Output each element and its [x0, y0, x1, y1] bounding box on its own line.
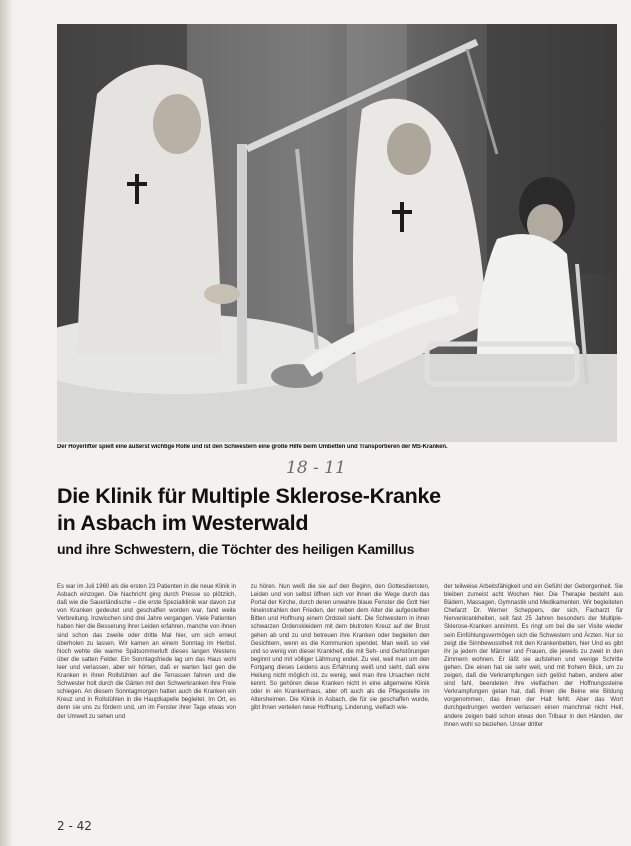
- article-title-line-1: Die Klinik für Multiple Sklerose-Kranke: [57, 484, 441, 508]
- text-column-1: [57, 583, 236, 843]
- photo-caption: Der Hoyerlifter spielt eine äußerst wichtige Rolle und ist den Schwestern eine große Hilfe beim Umbetten und Transportieren der MS-Kranken.: [57, 444, 448, 450]
- photo-illustration: [57, 24, 617, 442]
- article-subtitle: und ihre Schwestern, die Töchter des heiligen Kamillus: [57, 541, 415, 557]
- article-title: [57, 483, 617, 537]
- handwritten-note: 18 - 11: [286, 458, 346, 478]
- paragraph: Es war im Juli 1960 als die ersten 23 Patienten in die neue Klinik in Asbach einzogen. Die Nachricht ging durch Presse so plötzlich, daß wie die Sauerländische – die erste Spezialklinik war davon zur von Kranken gedeutet und geschaffen worden war, fand weite Verbreitung. Inzwischen sind drei Jahre vergangen. Viele Patienten haben hier die Besserung ihrer Leiden erfahren, manche von ihnen sind schon das zweite oder dritte Mal hier, um sich erneut überholen zu lassen. Wir kamen an einem Sonntag im Herbst. Noch wehte die warme Spätsommerluft dieses langen Westens über die satten Felder. Ein Sonntagsfriede lag um das Haus wohl leer und verlassen, aber wir hörten, daß er warten fast gen die Kranken in ihren Rollstühlen auf die Terrassen fahren und die Schwester holt durch die Gärten mit den Schwerkranken ihre Freie schiegen. An diesem Sonntagmorgen hatten auch die Kranken ein Kreuz und in Rollstühlen in die Hauptkapelle begleitet. Im Ort, es denn sie uns zu fördern und, um im Fenster ihrer Tage etwas von der Umwelt zu sehen und: [57, 584, 236, 720]
- photo-nuns-patient-lift: [57, 24, 617, 442]
- text-column-2: [251, 583, 430, 843]
- text-column-3: [444, 583, 623, 843]
- article-title-line-2: in Asbach im Westerwald: [57, 511, 309, 535]
- page-number: 2 - 42: [57, 819, 92, 833]
- paragraph: der teilweise Arbeitsfähigkeit und ein Gefühl der Geborgenheit. Sie bleiben zumeist acht Wochen hier. Die Therapie besteht aus Bädern, Massagen, Gymnastik und Medikamenten. Wir begleiteten Chefarzt Dr. Werner Scheppers, der sich, Facharzt für Nervenkrankheiten, seit fast 25 Jahren besonders der Multiple-Sklerose-Kranken annimmt. Es ringt um bei die ser Visite wieder sein Einfühlungsvermögen sich die Schwestern und Ärzten. Nur so zeigt die Sinnbewusstheit mit den Krankenbetten, hier Und es gibt ihr ja jedem der Männer und Frauen, die jeweils zu zweit in den Zimmern wohnen. Er läßt sie aufstehen und wenige Schritte gehen. Die einen hat sie sehr weit, und mit frohem Blick, um zu zeigen, daß die Verkrampfungen sich gelöst haben, andere aber sind fahl, beendeten ihre vielfachen der Hoffnungssteine Verkrampfungen getan hat, daß ihnen die Beine wie Bildung vorgenommen, das ihnen der Halt fehlt. Aber das Wort durchgedrungen werden verlassen einen manchmal nicht Heil, andere zeigen bald schon etwas den Tribaur in den Händen, der ihnen wohl so beziehen. Unser dritter: [444, 584, 623, 728]
- paragraph: zu hören. Nun weiß die sie auf den Beginn, den Gottesdiensten, Leiden und von selbst öffnen sich vor ihnen die Wege durch das Portal der Kirche, durch deren unwahre blaue Fenster die Gott hier hineinstrahlen den Frieden, der neben dem Alter die aufgestellten Bitten und Hoffnung einem Ordsteil sieht. Die Schwestern in ihren schwarzen Ordenskleidern mit dem blutroten Kreuz auf der Brust gehen ab und zu und betreuen ihre Kranken oder begleiten den Gesichtern, wenn es die Kommunion spendet. Man weiß so viel und so wenig von dieser Krankheit, die mit Seh- und Gehstörungen beginnt und mit völliger Lähmung endet. Zu viel, weil man um den Fortgang dieses Leidens aus Erfahrung weiß und sieht, daß eine Heilung nicht möglich ist, zu wenig, weil man ihre Ursachen nicht kennt. So gehören diese Kranken nicht in eine allgemeine Klinik oder in ein Krankenhaus, aber oft auch als die Pflegestelle im Altersheimen. Die Klinik in Asbach, die für sie geschaffen wurde, gibt ihnen verteilen neue Hoffnung, Linderung, vielfach wie-: [250, 584, 430, 712]
- article-body: [57, 583, 623, 843]
- page-spine-shadow: [0, 0, 12, 846]
